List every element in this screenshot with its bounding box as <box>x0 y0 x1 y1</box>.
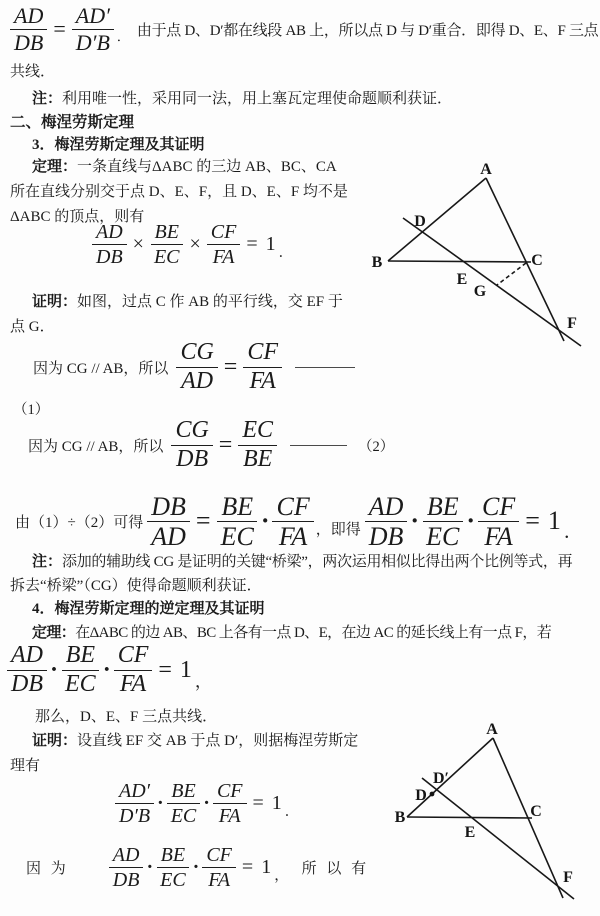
vertex-label-b: B <box>371 254 383 271</box>
math-operator: × <box>189 232 201 255</box>
denominator: DB <box>112 869 140 891</box>
note-1 <box>32 87 452 108</box>
numerator: BE <box>157 845 189 868</box>
note-2-line-2: 拆去“桥梁”（CG）使得命题顺利获证． <box>10 578 262 594</box>
fraction-CF-FA <box>202 845 236 890</box>
denominator: FA <box>278 522 308 551</box>
math-operator: · <box>410 506 420 535</box>
fraction-BE-EC <box>61 644 100 695</box>
fraction-CF-FA <box>207 222 241 267</box>
numerator: AD′ <box>72 5 114 30</box>
given-condition-formula <box>109 845 290 890</box>
side-ac-extended-line <box>486 178 564 341</box>
equation-tag-1: （1） <box>13 402 50 418</box>
numerator: CF <box>202 845 236 868</box>
denominator: AD <box>151 522 186 551</box>
proof-3-label: 证明： <box>32 294 78 310</box>
numerator: BE <box>167 781 199 804</box>
math-operator: · <box>192 855 200 878</box>
numerator: BE <box>62 644 99 671</box>
transversal-def-line <box>422 778 574 899</box>
denominator: EC <box>220 522 254 551</box>
denominator: DB <box>14 30 44 55</box>
note-2-text-1: 添加的辅助线 CG 是证明的关键“桥梁”，两次运用相似比得出两个比例等式，再 <box>62 554 573 570</box>
numerator: AD <box>92 222 127 245</box>
note-2 <box>10 550 572 598</box>
math-operator: · <box>157 791 164 814</box>
proof-3-text-1: 如图，过点 C 作 AB 的平行线，交 EF 于 <box>77 294 343 310</box>
vertex-label-b: B <box>394 809 406 826</box>
math-operator: = <box>241 855 254 878</box>
denominator: EC <box>426 522 460 551</box>
numerator: AD <box>10 5 47 30</box>
menelaus-applied-formula-body <box>115 781 300 826</box>
theorem-3-text-1: 一条直线与ΔABC 的三边 AB、BC、CA <box>77 159 337 175</box>
note-1-text: 利用唯一性，采用同一法，用上塞瓦定理使命题顺利获证． <box>62 91 453 107</box>
division-derivation-line <box>15 491 584 551</box>
because-text: 因 为 <box>26 860 69 877</box>
side-ab-line <box>388 178 486 261</box>
uniqueness-conclusion-line <box>10 2 599 55</box>
math-operator: = <box>246 232 258 255</box>
denominator: FA <box>484 522 513 551</box>
numerator: CF <box>114 644 153 671</box>
fraction-CG-DB <box>171 419 212 470</box>
numerator: AD′ <box>115 781 154 804</box>
triangle-diagram-converse <box>380 712 600 916</box>
math-operator: · <box>203 791 210 814</box>
math-number: 1 <box>271 791 282 814</box>
denominator: D′B <box>119 805 151 827</box>
point-label-f: F <box>563 869 573 886</box>
denominator: D′B <box>75 30 110 55</box>
coincide-argument-text: 由于点 D、D′都在线段 AB 上，所以点 D 与 D′重合．即得 D、E、F 三点 <box>136 22 599 39</box>
fraction-CG-AD <box>176 341 217 392</box>
therefore-text: 所 以 有 <box>301 860 370 877</box>
fraction-AD-DB <box>92 222 127 267</box>
numerator: CG <box>171 419 212 446</box>
math-operator: · <box>146 855 154 878</box>
math-operator: · <box>466 506 475 535</box>
ratio-formula-1 <box>176 341 282 392</box>
denominator: FA <box>208 869 231 891</box>
triangle-diagram-menelaus <box>350 160 600 352</box>
denominator: DB <box>96 246 123 268</box>
denominator: FA <box>212 246 235 268</box>
numerator: BE <box>151 222 183 245</box>
math-operator: = <box>223 353 238 380</box>
converse-condition-formula <box>7 642 213 697</box>
transversal-def-line <box>403 218 581 346</box>
auxiliary-cg-dashed-line <box>497 263 526 285</box>
fraction-AD-DB <box>7 644 47 695</box>
numerator: CF <box>243 341 282 368</box>
note-2-line-1 <box>10 550 572 574</box>
hence-text: ，即得 <box>315 521 361 538</box>
subsection-4-heading: 4．梅涅劳斯定理的逆定理及其证明 <box>32 601 265 617</box>
fraction-AD-DB <box>72 2 114 55</box>
fraction-BE-EC <box>167 781 201 826</box>
proof-4-text-1: 设直线 EF 交 AB 于点 D′，则据梅涅劳斯定 <box>77 733 359 749</box>
fill-line-1 <box>295 367 355 368</box>
fraction-CF-FA <box>213 781 247 826</box>
numerator: CG <box>176 341 217 368</box>
denominator: EC <box>160 869 186 891</box>
proof-4-label: 证明： <box>32 733 78 749</box>
math-punctuation: ． <box>563 522 583 544</box>
point-label-g: G <box>473 283 487 300</box>
theorem-4-label: 定理： <box>32 625 76 641</box>
denominator: EC <box>65 671 96 697</box>
fraction-EC-BE <box>238 419 277 470</box>
numerator: AD <box>365 494 408 522</box>
math-number: 1 <box>261 855 272 878</box>
theorem-4-text: 在ΔABC 的边 AB、BC 上各有一点 D、E，在边 AC 的延长线上有一点 F，若 <box>75 625 552 641</box>
math-operator: = <box>53 16 66 41</box>
numerator: CF <box>478 494 519 522</box>
collinear-result-line: 那么，D、E、F 三点共线． <box>35 709 218 725</box>
math-operator: = <box>158 656 172 683</box>
point-label-d: D <box>414 213 426 230</box>
denominator: EC <box>170 805 197 827</box>
vertex-label-c: C <box>531 252 543 269</box>
denominator: FA <box>218 805 241 827</box>
math-punctuation: ． <box>284 804 300 821</box>
formula-period: ． <box>116 29 130 44</box>
theorem-4-paragraph <box>32 621 551 642</box>
point-d-dot <box>430 792 435 797</box>
vertex-label-c: C <box>530 803 542 820</box>
parallel-ratio-line-1 <box>33 339 355 394</box>
subsection-3-heading: 3．梅涅劳斯定理及其证明 <box>32 137 205 153</box>
fraction-CF-FA <box>243 341 282 392</box>
numerator: DB <box>147 494 190 522</box>
proof-3-paragraph <box>10 290 343 340</box>
theorem-3-line-2: 所在直线分别交于点 D、E、F，且 D、E、F 均不是 <box>10 184 348 200</box>
denominator: BE <box>243 446 273 472</box>
point-label-f: F <box>567 315 577 332</box>
parallel-reason-text-1: 因为 CG // AB，所以 <box>33 360 169 377</box>
math-punctuation: ， <box>274 868 289 885</box>
final-reasoning-line <box>26 845 369 889</box>
vertex-label-a: A <box>480 161 492 178</box>
proof-3-line-2: 点 G． <box>10 319 55 335</box>
note-1-label: 注： <box>32 91 63 107</box>
numerator: EC <box>238 419 277 446</box>
fill-line-2 <box>290 445 347 446</box>
denominator: EC <box>153 246 180 268</box>
fraction-CF-FA <box>272 491 313 551</box>
parallel-reason-text-2: 因为 CG // AB，所以 <box>28 438 164 455</box>
side-bc-line <box>388 261 531 262</box>
math-operator: = <box>218 431 233 458</box>
math-operator: = <box>252 791 264 814</box>
theorem-3-line-3: ΔABC 的顶点，则有 <box>10 209 145 225</box>
menelaus-formula-body <box>92 222 294 267</box>
theorem-3-label: 定理： <box>32 159 78 175</box>
fraction-DB-AD <box>147 491 190 551</box>
menelaus-product-formula <box>92 220 294 268</box>
collinear-conclusion-text: 共线． <box>10 64 56 80</box>
math-operator: · <box>102 656 111 683</box>
equation-tag-2: （2） <box>358 438 395 455</box>
vertex-label-a: A <box>486 721 498 738</box>
point-label-d: D <box>415 787 427 804</box>
menelaus-applied-formula <box>115 779 300 827</box>
math-operator: = <box>525 506 540 535</box>
parallel-ratio-line-2 <box>28 417 395 472</box>
point-label-d-prime: D′ <box>432 770 450 787</box>
math-operator: · <box>50 656 59 683</box>
proof-4-paragraph <box>10 729 358 779</box>
point-label-e: E <box>464 824 476 841</box>
ratio-formula-2 <box>171 419 277 470</box>
fraction-BE-EC <box>422 491 463 551</box>
numerator: BE <box>423 494 463 522</box>
fraction-BE-EC <box>217 491 258 551</box>
side-ab-line <box>407 738 493 817</box>
derived-ratio-formula <box>147 491 313 551</box>
fraction-AD-DB <box>365 491 408 551</box>
math-number: 1 <box>265 232 276 255</box>
math-operator: = <box>195 506 211 535</box>
numerator: CF <box>207 222 241 245</box>
section-2-heading: 二、梅涅劳斯定理 <box>10 114 135 131</box>
side-bc-line <box>407 817 532 818</box>
denominator: AD <box>181 368 214 394</box>
denominator: DB <box>176 446 209 472</box>
ratio-equality-formula <box>10 2 114 55</box>
denominator: DB <box>368 522 404 551</box>
denominator: FA <box>249 368 276 394</box>
proof-3-line-1 <box>10 290 343 315</box>
numerator: BE <box>217 494 257 522</box>
fraction-CF-FA <box>114 644 153 695</box>
fraction-AD-DB <box>115 781 154 826</box>
fraction-CF-FA <box>478 491 519 551</box>
fraction-BE-EC <box>156 845 190 890</box>
fraction-AD-DB <box>109 845 144 890</box>
proof-4-line-2: 理有 <box>10 758 41 774</box>
proof-4-line-1 <box>10 729 358 754</box>
note-2-label: 注： <box>32 554 63 570</box>
division-prefix-text: 由（1）÷（2）可得 <box>15 514 144 531</box>
theorem-3-line-1 <box>10 155 348 180</box>
denominator: DB <box>11 671 43 697</box>
theorem-3-paragraph <box>10 155 348 230</box>
fraction-BE-EC <box>150 222 184 267</box>
numerator: CF <box>213 781 247 804</box>
math-punctuation: ． <box>278 245 294 262</box>
math-number: 1 <box>547 506 561 535</box>
numerator: CF <box>272 494 313 522</box>
point-label-e: E <box>456 271 468 288</box>
denominator: FA <box>119 671 147 697</box>
math-punctuation: ， <box>194 671 213 691</box>
converse-condition-formula-body <box>7 644 213 695</box>
fraction-AD-DB <box>10 2 47 55</box>
numerator: AD <box>7 644 47 671</box>
menelaus-result-formula <box>365 491 584 551</box>
math-operator: · <box>260 506 270 535</box>
numerator: AD <box>109 845 144 868</box>
math-number: 1 <box>179 656 192 683</box>
math-operator: × <box>132 232 144 255</box>
